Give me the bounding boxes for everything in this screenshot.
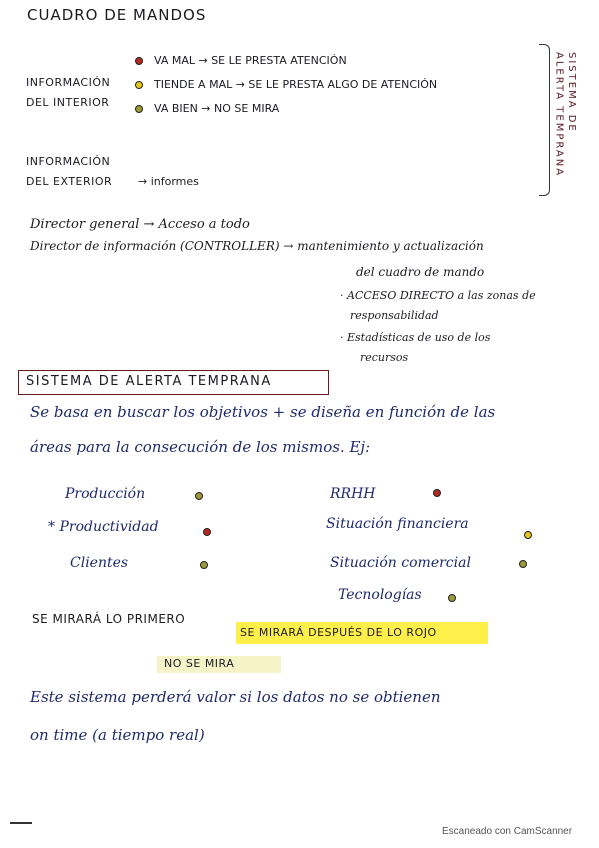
exterior-label-line1: INFORMACIÓN xyxy=(26,155,111,168)
exterior-label-line2: DEL EXTERIOR xyxy=(26,175,113,188)
side-label-line2: ALERTA TEMPRANA xyxy=(553,52,565,178)
area-item: Producción xyxy=(65,486,146,502)
interior-item: TIENDE A MAL → SE LE PRESTA ALGO DE ATENCIÓN xyxy=(154,78,438,91)
status-dot-green xyxy=(135,105,143,113)
status-dot-yellow xyxy=(524,531,532,539)
area-item: RRHH xyxy=(330,486,376,502)
director-info: Director de información (CONTROLLER) → mantenimiento y actualización xyxy=(30,239,484,253)
side-label xyxy=(552,52,577,177)
note-line2: on time (a tiempo real) xyxy=(30,726,205,744)
section-heading: SISTEMA DE ALERTA TEMPRANA xyxy=(26,374,272,389)
status-dot-green xyxy=(519,560,527,568)
watermark: Escaneado con CamScanner xyxy=(442,826,573,837)
interior-label-line1: INFORMACIÓN xyxy=(26,76,111,89)
director-bullet: responsabilidad xyxy=(350,309,439,322)
footer-mark xyxy=(10,822,32,824)
note-line1: Este sistema perderá valor si los datos no se obtienen xyxy=(30,688,441,706)
area-item: Situación comercial xyxy=(330,555,471,571)
status-dot-green xyxy=(200,561,208,569)
area-item: * Productividad xyxy=(48,519,159,535)
status-dot-red xyxy=(135,57,143,65)
page-title: CUADRO DE MANDOS xyxy=(27,6,207,24)
status-dot-yellow xyxy=(135,81,143,89)
interior-item: VA MAL → SE LE PRESTA ATENCIÓN xyxy=(154,54,347,67)
side-label-line1: SISTEMA DE xyxy=(566,52,577,133)
status-dot-green xyxy=(195,492,203,500)
area-item: Tecnologías xyxy=(338,587,422,603)
status-dot-green xyxy=(448,594,456,602)
legend-not: NO SE MIRA xyxy=(164,657,235,670)
interior-item: VA BIEN → NO SE MIRA xyxy=(154,102,280,115)
legend-first: SE MIRARÁ LO PRIMERO xyxy=(32,612,186,626)
status-dot-red xyxy=(203,528,211,536)
director-general: Director general → Acceso a todo xyxy=(30,217,250,232)
legend-after: SE MIRARÁ DESPUÉS DE LO ROJO xyxy=(240,626,437,639)
exterior-value: → informes xyxy=(138,175,199,188)
interior-label-line2: DEL INTERIOR xyxy=(26,96,110,109)
director-bullet: · Estadísticas de uso de los xyxy=(340,331,491,344)
director-bullet: · ACCESO DIRECTO a las zonas de xyxy=(340,289,536,302)
director-bullet: recursos xyxy=(360,351,409,364)
bracket-divider xyxy=(539,44,550,196)
section-desc-line1: Se basa en buscar los objetivos + se diseña en función de las xyxy=(30,403,496,421)
section-desc-line2: áreas para la consecución de los mismos. Ej: xyxy=(30,438,371,456)
area-item: Clientes xyxy=(70,555,129,571)
status-dot-red xyxy=(433,489,441,497)
area-item: Situación financiera xyxy=(326,516,469,532)
director-info-cont: del cuadro de mando xyxy=(356,265,485,279)
